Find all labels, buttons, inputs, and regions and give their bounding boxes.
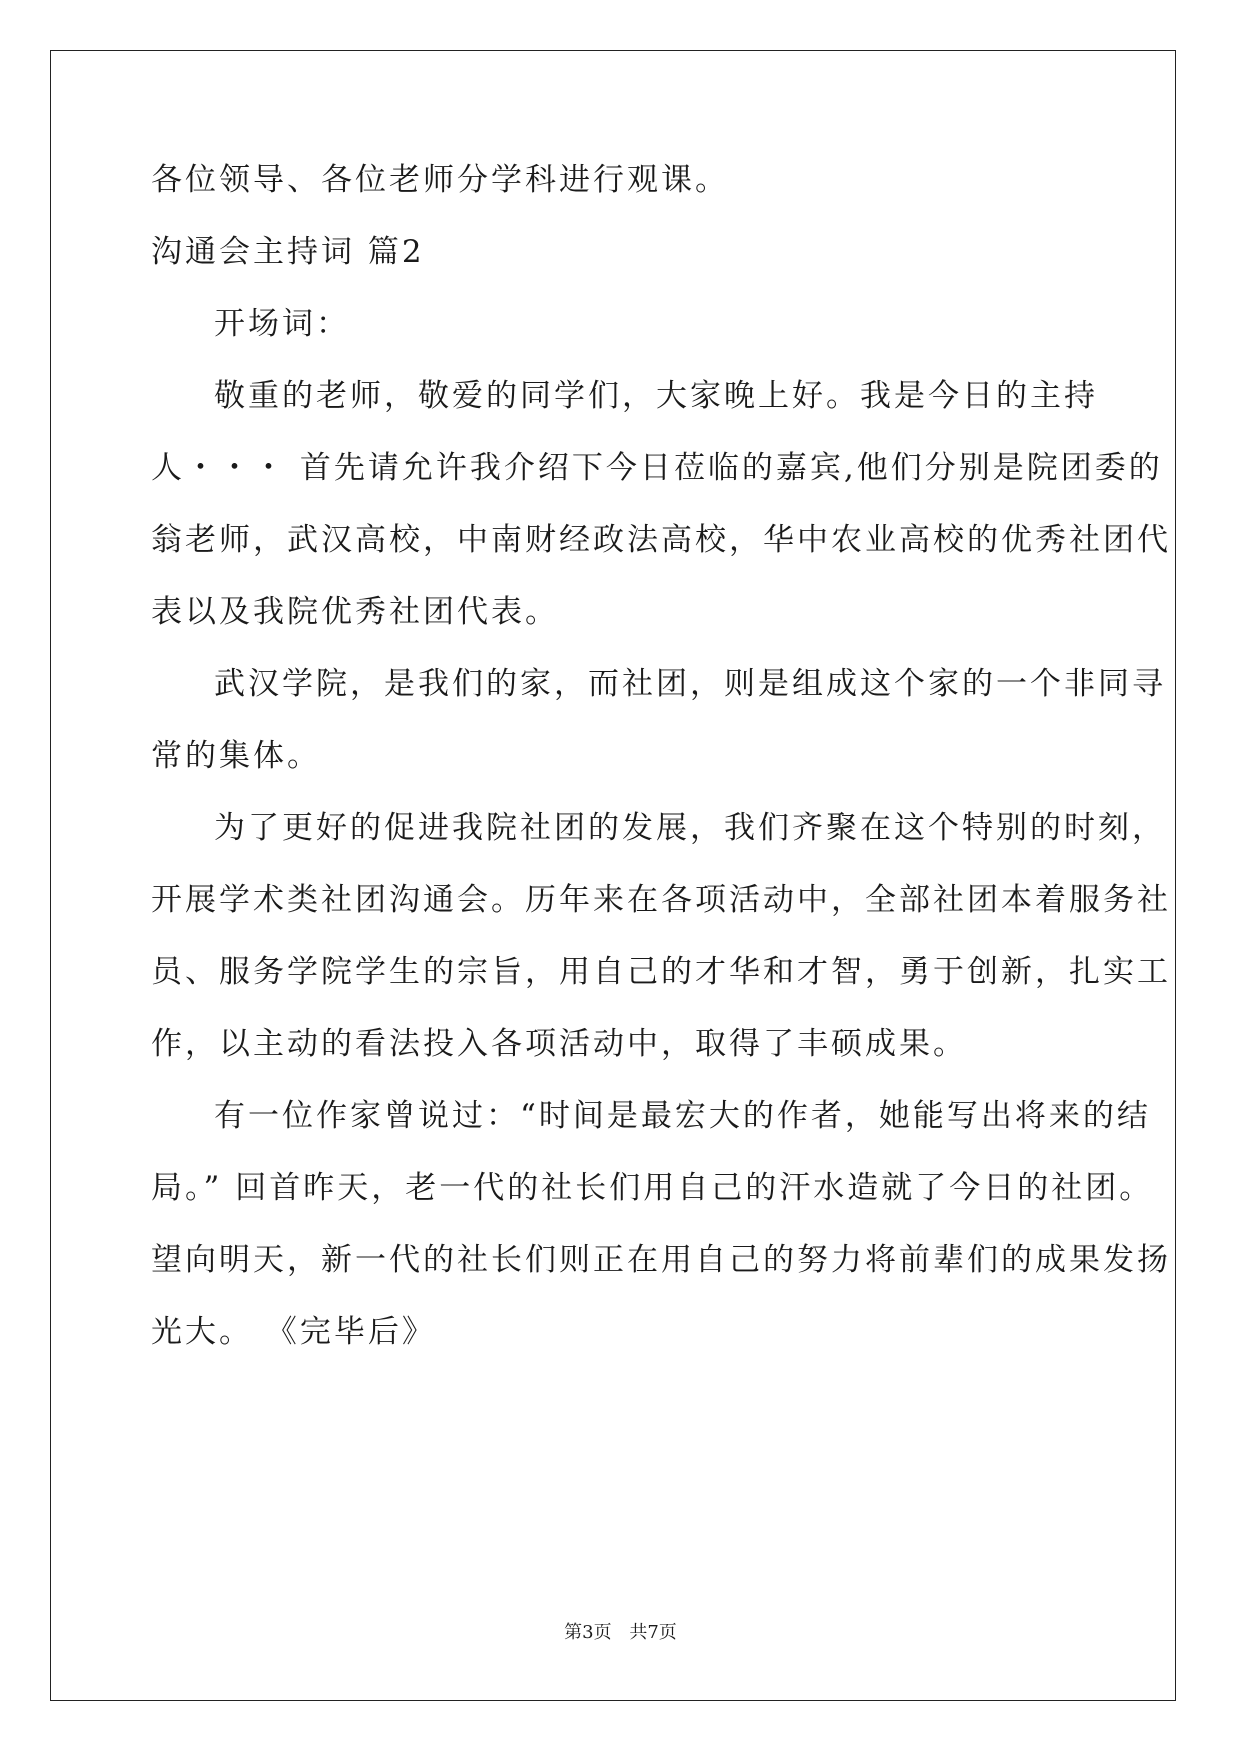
section-heading: 沟通会主持词 篇2: [151, 234, 425, 270]
body-line: 表以及我院优秀社团代表。: [151, 594, 559, 630]
body-line: 各位领导、各位老师分学科进行观课。: [151, 162, 729, 198]
body-line: 员、服务学院学生的宗旨，用自己的才华和才智，勇于创新，扎实工: [151, 954, 1171, 990]
body-line: 开展学术类社团沟通会。历年来在各项活动中，全部社团本着服务社: [151, 882, 1171, 918]
body-line: 人・・・ 首先请允许我介绍下今日莅临的嘉宾,他们分别是院团委的: [151, 450, 1163, 486]
page-total: 共7页: [629, 1622, 677, 1643]
body-line: 武汉学院，是我们的家，而社团，则是组成这个家的一个非同寻: [214, 666, 1166, 702]
body-line: 翁老师，武汉高校，中南财经政法高校，华中农业高校的优秀社团代: [151, 522, 1171, 558]
body-line: 有一位作家曾说过：“时间是最宏大的作者，她能写出将来的结: [214, 1098, 1151, 1134]
body-line: 敬重的老师，敬爱的同学们，大家晚上好。我是今日的主持: [214, 378, 1098, 414]
page-number: 第3页: [564, 1622, 612, 1643]
body-line: 局。” 回首昨天，老一代的社长们用自己的汗水造就了今日的社团。: [151, 1170, 1154, 1206]
body-line: 望向明天，新一代的社长们则正在用自己的努力将前辈们的成果发扬: [151, 1242, 1171, 1278]
page-footer: [0, 1618, 1241, 1644]
body-line: 常的集体。: [151, 738, 321, 774]
body-line: 开场词：: [214, 306, 350, 342]
body-line: 作，以主动的看法投入各项活动中，取得了丰硕成果。: [151, 1026, 967, 1062]
page-border: [50, 50, 1176, 1701]
body-line: 光大。 《完毕后》: [151, 1314, 436, 1350]
body-line: 为了更好的促进我院社团的发展，我们齐聚在这个特别的时刻，: [214, 810, 1166, 846]
